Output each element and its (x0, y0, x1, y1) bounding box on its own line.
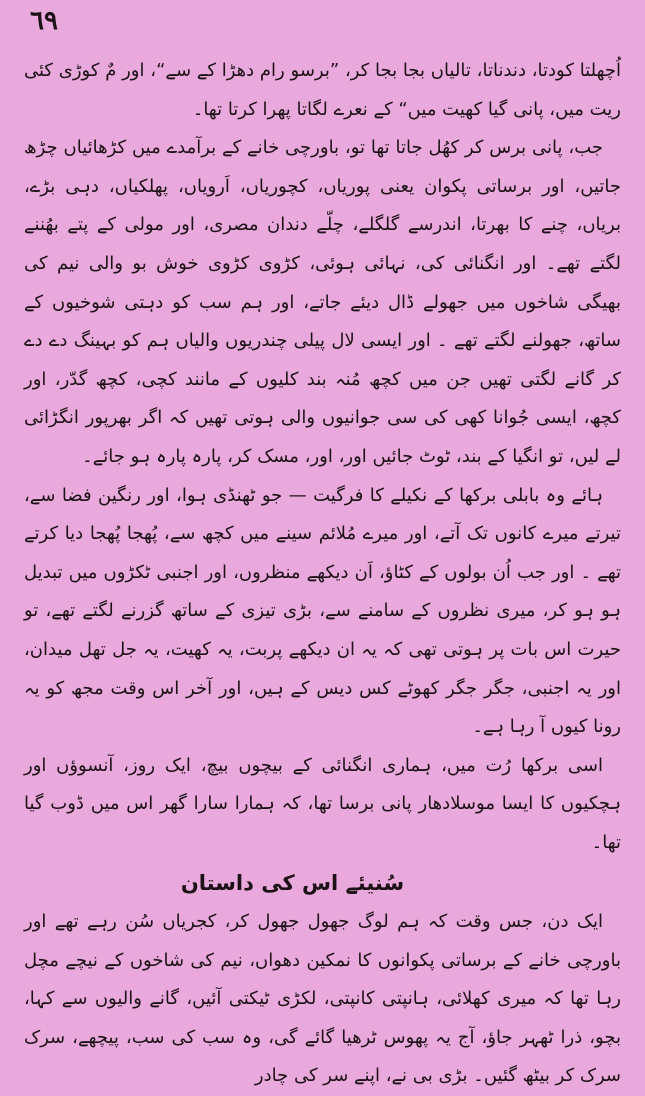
paragraph-1: اُچھلتا کودتا، دندناتا، تالیاں بجا بجا کر، ”برسو رام دھڑا کے سے“، اور مٌ کوڑی کئی ریت میں، پانی گیا کھیت میں“ کے نعرے لگاتا پھرا کرتا تھا۔ (24, 60, 621, 120)
paragraph-3: ہائے وہ بابلی برکھا کے نکیلے کا فرگیت — جو ٹھنڈی ہوا، اور رنگین فضا سے، تیرتے میرے کانوں تک آتے، اور میرے مُلائم سینے میں کچھ سے، پُھجا پُھجا دیا کرتے تھے ۔ اور جب اُن بولوں کے کٹاؤ، اَن دیکھے منظروں، اور اجنبی ٹکڑوں میں تبدیل ہو ہو کر، میری نظروں کے سامنے سے، بڑی تیزی کے ساتھ گزرنے لگتے تھے، تو حیرت اس بات پر ہوتی تھی کہ یہ ان دیکھے پربت، یہ کھیت، یہ جل تھل میدان، اور یہ اجنبی، جگر جگر کھوٹے کس دیس کے ہیں، اور آخر اس وقت مجھ کو یہ رونا کیوں آ رہا ہے۔ (24, 484, 621, 738)
page-number: ٦٩ (30, 6, 58, 36)
paragraph-4: اسی برکھا رُت میں، ہماری انگنائی کے بیچوں بیچ، ایک روز، آنسوؤں اور ہچکیوں کا ایسا موسلادھار پانی برسا تھا، کہ ہمارا سارا گھر اس میں ڈوب گیا تھا۔ (24, 754, 621, 853)
page-body (24, 52, 621, 1096)
paragraph-2: جب، پانی برس کر کھُل جاتا تھا تو، باورچی خانے کے برآمدے میں کڑھائیاں چڑھ جاتیں، اور برساتی پکوان یعنی پوریاں، کچوریاں، اَرویاں، پھلکیاں، دہی بڑے، بریاں، چنے کا بھرتا، اندرسے گلگلے، چلّے دندان مصری، اور مولی کے پتے بھُننے لگتے تھے۔ اور انگنائی کی، نہائی ہوئی، کڑوی کڑوی خوش بو والی نیم کی بھیگی شاخوں میں جھولے ڈال دیئے جاتے، اور ہم سب کو دہتی شوخیوں کے ساتھ، جھولنے لگتے تھے ۔ اور ایسی لال پیلی چندریوں والیاں ہم کو بہینگ دے دے کر گانے لگتی تھیں جن میں کچھ مُنہ بند کلیوں کے مانند کچی، کچھ گدّر، اور کچھ، ایسی جُوانا کھی کی سی جوانیوں والی ہوتی تھیں کہ اگر بھرپور انگڑائی لے لیں، تو انگیا کے بند، ٹوٹ جائیں اور، اور، مسک کر، پارہ پارہ ہو جائے۔ (24, 137, 621, 467)
section-heading: سُنیئے اس کی داستان (180, 871, 405, 896)
paragraph-5: ایک دن، جس وقت کہ ہم لوگ جھول جھول کر، کجریاں سُن رہے تھے اور باورچی خانے کے برساتی پکوانوں کا نمکین دھواں، نیم کی شاخوں کے نیچے مچل رہا تھا کہ میری کھلائی، ہانپتی کانپتی، لکڑی ٹیکتی آئیں، گانے والیوں سے کہا، بچو، ذرا ٹھہر جاؤ، آج یہ پھوس ٹرھیا گائے گی، وہ سب کی سب، پیچھے، سرک سرک کر بیٹھ گئیں۔ بڑی بی نے، اپنے سر کی چادر (24, 911, 621, 1087)
